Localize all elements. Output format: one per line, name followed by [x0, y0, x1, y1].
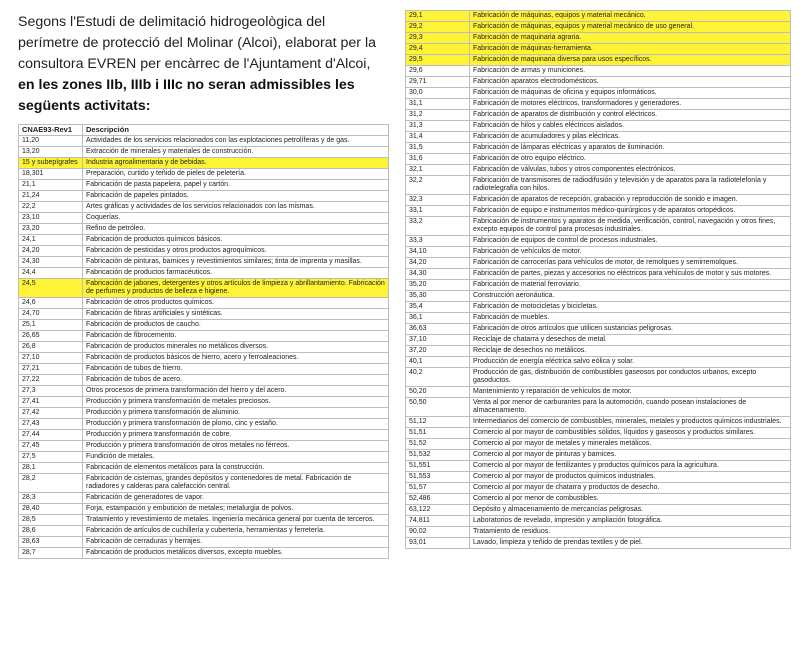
- intro-paragraph: [18, 12, 388, 117]
- description-cell: Fabricación de transmisores de radiodifusión y televisión y de aparatos para la radiotelefonía y radiotelegrafía con hilos.: [470, 176, 791, 195]
- table-body-right: [406, 11, 791, 549]
- cnae-table-left: [18, 124, 389, 559]
- table-row: [406, 324, 791, 335]
- table-row: [19, 537, 389, 548]
- cnae-code-cell: 13,20: [19, 147, 83, 158]
- description-cell: Tratamiento y revestimiento de metales. Ingeniería mecánica general por cuenta de terceros.: [83, 515, 389, 526]
- cnae-code-cell: 33,1: [406, 206, 470, 217]
- description-cell: Comercio al por mayor de pinturas y barnices.: [470, 450, 791, 461]
- cnae-code-cell: 27,41: [19, 397, 83, 408]
- table-row: [406, 291, 791, 302]
- table-row: [19, 375, 389, 386]
- cnae-code-cell: 50,50: [406, 398, 470, 417]
- description-cell: Fabricación de vehículos de motor.: [470, 247, 791, 258]
- table-row: [406, 121, 791, 132]
- cnae-code-cell: 31,1: [406, 99, 470, 110]
- table-row: [19, 408, 389, 419]
- cnae-code-cell: 27,21: [19, 364, 83, 375]
- description-cell: Intermediarios del comercio de combustibles, minerales, metales y productos químicos industriales.: [470, 417, 791, 428]
- table-row: [19, 419, 389, 430]
- description-cell: Producción de energía eléctrica salvo eólica y solar.: [470, 357, 791, 368]
- cnae-code-cell: 28,1: [19, 463, 83, 474]
- table-row: [406, 206, 791, 217]
- cnae-code-cell: 24,30: [19, 257, 83, 268]
- table-row: [406, 22, 791, 33]
- table-row: [19, 364, 389, 375]
- description-cell: Fabricación de tubos de acero.: [83, 375, 389, 386]
- description-cell: Producción de gas, distribución de combustibles gaseosos por conductos urbanos, excepto gasoductos.: [470, 368, 791, 387]
- table-row: [406, 346, 791, 357]
- description-cell: Fabricación de hilos y cables eléctricos aislados.: [470, 121, 791, 132]
- table-row: [406, 335, 791, 346]
- table-row: [406, 33, 791, 44]
- cnae-code-cell: 51,12: [406, 417, 470, 428]
- table-row: [406, 450, 791, 461]
- description-cell: Fabricación de máquinas, equipos y material mecánico.: [470, 11, 791, 22]
- cnae-code-cell: 24,5: [19, 279, 83, 298]
- cnae-code-cell: 29,2: [406, 22, 470, 33]
- cnae-code-cell: 51,57: [406, 483, 470, 494]
- intro-bold-text: en les zones IIb, IIIb i IIIc no seran admissibles les següents activitats:: [18, 77, 355, 114]
- cnae-code-cell: 11,20: [19, 136, 83, 147]
- table-row: [406, 417, 791, 428]
- intro-text: Segons l'Estudi de delimitació hidrogeològica del perímetre de protecció del Molinar (Alcoi), elaborat per la consultora EVREN per encàrrec de l'Ajuntament d'Alcoi,: [18, 14, 377, 72]
- cnae-code-cell: 28,2: [19, 474, 83, 493]
- description-cell: Fabricación de productos minerales no metálicos diversos.: [83, 342, 389, 353]
- description-cell: Fabricación aparatos electrodomésticos.: [470, 77, 791, 88]
- table-row: [406, 258, 791, 269]
- description-cell: Comercio al por mayor de combustibles sólidos, líquidos y gaseosos y productos similares.: [470, 428, 791, 439]
- cnae-code-cell: 21,24: [19, 191, 83, 202]
- table-row: [19, 235, 389, 246]
- table-row: [406, 357, 791, 368]
- cnae-code-cell: 51,553: [406, 472, 470, 483]
- table-row: [19, 342, 389, 353]
- table-row: [19, 463, 389, 474]
- cnae-code-cell: 35,30: [406, 291, 470, 302]
- table-row: [406, 11, 791, 22]
- description-cell: Reciclaje de chatarra y desechos de metal.: [470, 335, 791, 346]
- description-cell: Fabricación de productos de caucho.: [83, 320, 389, 331]
- table-row: [406, 88, 791, 99]
- description-cell: Fabricación de productos básicos de hierro, acero y ferroaleaciones.: [83, 353, 389, 364]
- cnae-code-cell: 31,3: [406, 121, 470, 132]
- description-cell: Fabricación de instrumentos y aparatos de medida, verificación, control, navegación y otros fines, excepto equipos de control para procesos industriales.: [470, 217, 791, 236]
- description-cell: Fabricación de fibras artificiales y sintéticas.: [83, 309, 389, 320]
- cnae-code-cell: 34,30: [406, 269, 470, 280]
- description-cell: Fabricación de otro equipo eléctrico.: [470, 154, 791, 165]
- table-row: [19, 279, 389, 298]
- cnae-code-cell: 29,6: [406, 66, 470, 77]
- table-row: [406, 387, 791, 398]
- table-row: [19, 298, 389, 309]
- description-cell: Extracción de minerales y materiales de construcción.: [83, 147, 389, 158]
- description-cell: Fabricación de pasta papelera, papel y cartón.: [83, 180, 389, 191]
- cnae-code-cell: 24,20: [19, 246, 83, 257]
- cnae-code-cell: 63,122: [406, 505, 470, 516]
- cnae-code-cell: 28,7: [19, 548, 83, 559]
- table-row: [406, 472, 791, 483]
- cnae-code-cell: 27,44: [19, 430, 83, 441]
- description-cell: Fabricación de partes, piezas y accesorios no eléctricos para vehículos de motor y sus motores.: [470, 269, 791, 280]
- table-row: [19, 309, 389, 320]
- table-row: [406, 247, 791, 258]
- table-row: [406, 483, 791, 494]
- description-cell: Forja, estampación y embutición de metales; metalurgia de polvos.: [83, 504, 389, 515]
- table-row: [406, 143, 791, 154]
- cnae-code-cell: 29,1: [406, 11, 470, 22]
- cnae-code-cell: 51,551: [406, 461, 470, 472]
- cnae-code-cell: 52,486: [406, 494, 470, 505]
- cnae-code-cell: 37,10: [406, 335, 470, 346]
- table-row: [406, 428, 791, 439]
- description-cell: Fabricación de papeles pintados.: [83, 191, 389, 202]
- description-cell: Mantenimiento y reparación de vehículos de motor.: [470, 387, 791, 398]
- cnae-code-cell: 93,01: [406, 538, 470, 549]
- cnae-code-cell: 31,2: [406, 110, 470, 121]
- description-cell: Preparación, curtido y teñido de pieles de peletería.: [83, 169, 389, 180]
- cnae-code-cell: 37,20: [406, 346, 470, 357]
- description-cell: Fabricación de acumuladores y pilas eléctricas.: [470, 132, 791, 143]
- table-row: [19, 320, 389, 331]
- description-cell: Fabricación de jabones, detergentes y otros artículos de limpieza y abrillantamiento. Fabricación de perfumes y productos de belleza e higiene.: [83, 279, 389, 298]
- cnae-code-cell: 40,1: [406, 357, 470, 368]
- cnae-code-cell: 21,1: [19, 180, 83, 191]
- table-row: [19, 452, 389, 463]
- table-row: [406, 154, 791, 165]
- cnae-code-cell: 31,4: [406, 132, 470, 143]
- cnae-code-cell: 32,1: [406, 165, 470, 176]
- cnae-code-cell: 28,40: [19, 504, 83, 515]
- description-cell: Fabricación de cisternas, grandes depósitos y contenedores de metal. Fabricación de radiadores y calderas para calefacción central.: [83, 474, 389, 493]
- cnae-code-cell: 51,52: [406, 439, 470, 450]
- table-body-left: [19, 136, 389, 559]
- table-row: [406, 195, 791, 206]
- cnae-code-cell: 24,1: [19, 235, 83, 246]
- description-cell: Fabricación de productos químicos básicos.: [83, 235, 389, 246]
- table-row: [406, 269, 791, 280]
- description-cell: Fabricación de equipos de control de procesos industriales.: [470, 236, 791, 247]
- description-cell: Producción y primera transformación de otros metales no férreos.: [83, 441, 389, 452]
- description-cell: Fabricación de generadores de vapor.: [83, 493, 389, 504]
- table-row: [19, 504, 389, 515]
- description-cell: Fabricación de equipo e instrumentos médico-quirúrgicos y de aparatos ortopédicos.: [470, 206, 791, 217]
- description-cell: Fabricación de armas y municiones.: [470, 66, 791, 77]
- description-cell: Actividades de los servicios relacionados con las explotaciones petrolíferas y de gas.: [83, 136, 389, 147]
- cnae-code-cell: 24,70: [19, 309, 83, 320]
- table-row: [406, 99, 791, 110]
- cnae-code-cell: 28,63: [19, 537, 83, 548]
- description-cell: Fabricación de máquinas de oficina y equipos informáticos.: [470, 88, 791, 99]
- description-cell: Fabricación de otros productos químicos.: [83, 298, 389, 309]
- table-row: [19, 224, 389, 235]
- description-cell: Industria agroalimentaria y de bebidas.: [83, 158, 389, 169]
- table-row: [406, 505, 791, 516]
- description-cell: Construcción aeronáutica.: [470, 291, 791, 302]
- cnae-code-cell: 36,1: [406, 313, 470, 324]
- table-row: [19, 526, 389, 537]
- description-cell: Producción y primera transformación de metales preciosos.: [83, 397, 389, 408]
- table-row: [406, 110, 791, 121]
- table-row: [406, 280, 791, 291]
- description-cell: Fabricación de máquinas, equipos y material mecánico de uso general.: [470, 22, 791, 33]
- description-cell: Producción y primera transformación de plomo, cinc y estaño.: [83, 419, 389, 430]
- cnae-code-cell: 24,4: [19, 268, 83, 279]
- table-row: [19, 180, 389, 191]
- cnae-code-cell: 27,42: [19, 408, 83, 419]
- description-cell: Fabricación de tubos de hierro.: [83, 364, 389, 375]
- description-cell: Fabricación de pesticidas y otros productos agroquímicos.: [83, 246, 389, 257]
- table-row: [19, 257, 389, 268]
- table-row: [19, 441, 389, 452]
- description-cell: Refino de petróleo.: [83, 224, 389, 235]
- cnae-code-cell: 27,43: [19, 419, 83, 430]
- table-row: [406, 494, 791, 505]
- cnae-code-cell: 27,10: [19, 353, 83, 364]
- cnae-code-cell: 28,3: [19, 493, 83, 504]
- table-row: [19, 191, 389, 202]
- header-code: CNAE93-Rev1: [19, 125, 83, 136]
- cnae-code-cell: 40,2: [406, 368, 470, 387]
- table-row: [406, 538, 791, 549]
- description-cell: Tratamiento de residuos.: [470, 527, 791, 538]
- cnae-code-cell: 51,51: [406, 428, 470, 439]
- table-row: [406, 176, 791, 195]
- description-cell: Fabricación de aparatos de recepción, grabación y reproducción de sonido e imagen.: [470, 195, 791, 206]
- cnae-code-cell: 23,10: [19, 213, 83, 224]
- table-row: [406, 217, 791, 236]
- cnae-code-cell: 31,5: [406, 143, 470, 154]
- description-cell: Fabricación de artículos de cuchillería y cubertería, herramientas y ferretería.: [83, 526, 389, 537]
- description-cell: Coquerías.: [83, 213, 389, 224]
- cnae-code-cell: 28,5: [19, 515, 83, 526]
- description-cell: Fabricación de muebles.: [470, 313, 791, 324]
- table-row: [19, 397, 389, 408]
- cnae-code-cell: 26,8: [19, 342, 83, 353]
- cnae-code-cell: 32,3: [406, 195, 470, 206]
- table-row: [406, 55, 791, 66]
- description-cell: Fabricación de productos farmacéuticos.: [83, 268, 389, 279]
- cnae-code-cell: 28,6: [19, 526, 83, 537]
- description-cell: Artes gráficas y actividades de los servicios relacionados con las mismas.: [83, 202, 389, 213]
- table-row: [19, 515, 389, 526]
- description-cell: Fabricación de cerraduras y herrajes.: [83, 537, 389, 548]
- table-row: [19, 169, 389, 180]
- cnae-code-cell: 18,301: [19, 169, 83, 180]
- table-row: [406, 516, 791, 527]
- cnae-code-cell: 27,22: [19, 375, 83, 386]
- cnae-code-cell: 33,2: [406, 217, 470, 236]
- table-row: [19, 268, 389, 279]
- table-row: [19, 386, 389, 397]
- description-cell: Fabricación de pinturas, barnices y revestimientos similares; tinta de imprenta y masillas.: [83, 257, 389, 268]
- description-cell: Fabricación de elementos metálicos para la construcción.: [83, 463, 389, 474]
- cnae-code-cell: 90,02: [406, 527, 470, 538]
- table-row: [19, 246, 389, 257]
- description-cell: Fabricación de aparatos de distribución y control eléctricos.: [470, 110, 791, 121]
- cnae-code-cell: 35,20: [406, 280, 470, 291]
- description-cell: Comercio al por mayor de fertilizantes y productos químicos para la agricultura.: [470, 461, 791, 472]
- cnae-code-cell: 15 y subepígrafes: [19, 158, 83, 169]
- cnae-code-cell: 36,63: [406, 324, 470, 335]
- description-cell: Producción y primera transformación de aluminio.: [83, 408, 389, 419]
- description-cell: Comercio al por mayor de productos químicos industriales.: [470, 472, 791, 483]
- table-row: [406, 398, 791, 417]
- description-cell: Lavado, limpieza y teñido de prendas textiles y de piel.: [470, 538, 791, 549]
- cnae-code-cell: 31,6: [406, 154, 470, 165]
- description-cell: Depósito y almacenamiento de mercancías peligrosas.: [470, 505, 791, 516]
- cnae-code-cell: 29,5: [406, 55, 470, 66]
- table-row: [406, 44, 791, 55]
- cnae-code-cell: 34,10: [406, 247, 470, 258]
- description-cell: Fabricación de productos metálicos diversos, excepto muebles.: [83, 548, 389, 559]
- description-cell: Fabricación de lámparas eléctricas y aparatos de iluminación.: [470, 143, 791, 154]
- header-description: Descripción: [83, 125, 389, 136]
- table-row: [406, 77, 791, 88]
- table-row: [406, 302, 791, 313]
- table-row: [406, 313, 791, 324]
- table-row: [406, 461, 791, 472]
- table-row: [406, 527, 791, 538]
- table-row: [19, 158, 389, 169]
- cnae-code-cell: 23,20: [19, 224, 83, 235]
- table-row: [406, 165, 791, 176]
- cnae-code-cell: 26,65: [19, 331, 83, 342]
- cnae-code-cell: 74,811: [406, 516, 470, 527]
- description-cell: Fabricación de carrocerías para vehículos de motor, de remolques y semirremolques.: [470, 258, 791, 269]
- table-row: [406, 368, 791, 387]
- cnae-code-cell: 33,3: [406, 236, 470, 247]
- table-header-row: [19, 125, 389, 136]
- description-cell: Producción y primera transformación de cobre.: [83, 430, 389, 441]
- cnae-code-cell: 22,2: [19, 202, 83, 213]
- description-cell: Fabricación de otros artículos que utilicen sustancias peligrosas.: [470, 324, 791, 335]
- cnae-code-cell: 25,1: [19, 320, 83, 331]
- cnae-code-cell: 34,20: [406, 258, 470, 269]
- description-cell: Fabricación de motores eléctricos, transformadores y generadores.: [470, 99, 791, 110]
- cnae-code-cell: 24,6: [19, 298, 83, 309]
- description-cell: Fabricación de maquinaria agraria.: [470, 33, 791, 44]
- description-cell: Laboratorios de revelado, impresión y ampliación fotográfica.: [470, 516, 791, 527]
- cnae-code-cell: 29,71: [406, 77, 470, 88]
- description-cell: Fabricación de maquinaria diversa para usos específicos.: [470, 55, 791, 66]
- cnae-table-right: [405, 10, 791, 549]
- table-row: [19, 474, 389, 493]
- table-row: [406, 236, 791, 247]
- table-row: [19, 548, 389, 559]
- table-row: [19, 202, 389, 213]
- description-cell: Fundición de metales.: [83, 452, 389, 463]
- description-cell: Fabricación de motocicletas y bicicletas.: [470, 302, 791, 313]
- description-cell: Reciclaje de desechos no metálicos.: [470, 346, 791, 357]
- table-row: [19, 213, 389, 224]
- description-cell: Venta al por menor de carburantes para la automoción, cuando posean instalaciones de almacenamiento.: [470, 398, 791, 417]
- table-row: [19, 136, 389, 147]
- cnae-code-cell: 35,4: [406, 302, 470, 313]
- cnae-code-cell: 51,532: [406, 450, 470, 461]
- table-row: [19, 353, 389, 364]
- cnae-code-cell: 27,5: [19, 452, 83, 463]
- cnae-code-cell: 32,2: [406, 176, 470, 195]
- cnae-code-cell: 27,45: [19, 441, 83, 452]
- cnae-code-cell: 29,3: [406, 33, 470, 44]
- description-cell: Otros procesos de primera transformación del hierro y del acero.: [83, 386, 389, 397]
- cnae-code-cell: 30,0: [406, 88, 470, 99]
- cnae-code-cell: 29,4: [406, 44, 470, 55]
- table-row: [19, 331, 389, 342]
- table-row: [19, 430, 389, 441]
- table-row: [406, 132, 791, 143]
- table-row: [406, 439, 791, 450]
- cnae-code-cell: 27,3: [19, 386, 83, 397]
- description-cell: Fabricación de máquinas-herramienta.: [470, 44, 791, 55]
- description-cell: Fabricación de válvulas, tubos y otros componentes electrónicos.: [470, 165, 791, 176]
- description-cell: Fabricación de fibrocemento.: [83, 331, 389, 342]
- table-row: [19, 147, 389, 158]
- description-cell: Comercio al por mayor de metales y minerales metálicos.: [470, 439, 791, 450]
- description-cell: Comercio al por menor de combustibles.: [470, 494, 791, 505]
- description-cell: Fabricación de material ferroviario.: [470, 280, 791, 291]
- table-row: [19, 493, 389, 504]
- description-cell: Comercio al por mayor de chatarra y productos de desecho.: [470, 483, 791, 494]
- cnae-code-cell: 50,20: [406, 387, 470, 398]
- table-row: [406, 66, 791, 77]
